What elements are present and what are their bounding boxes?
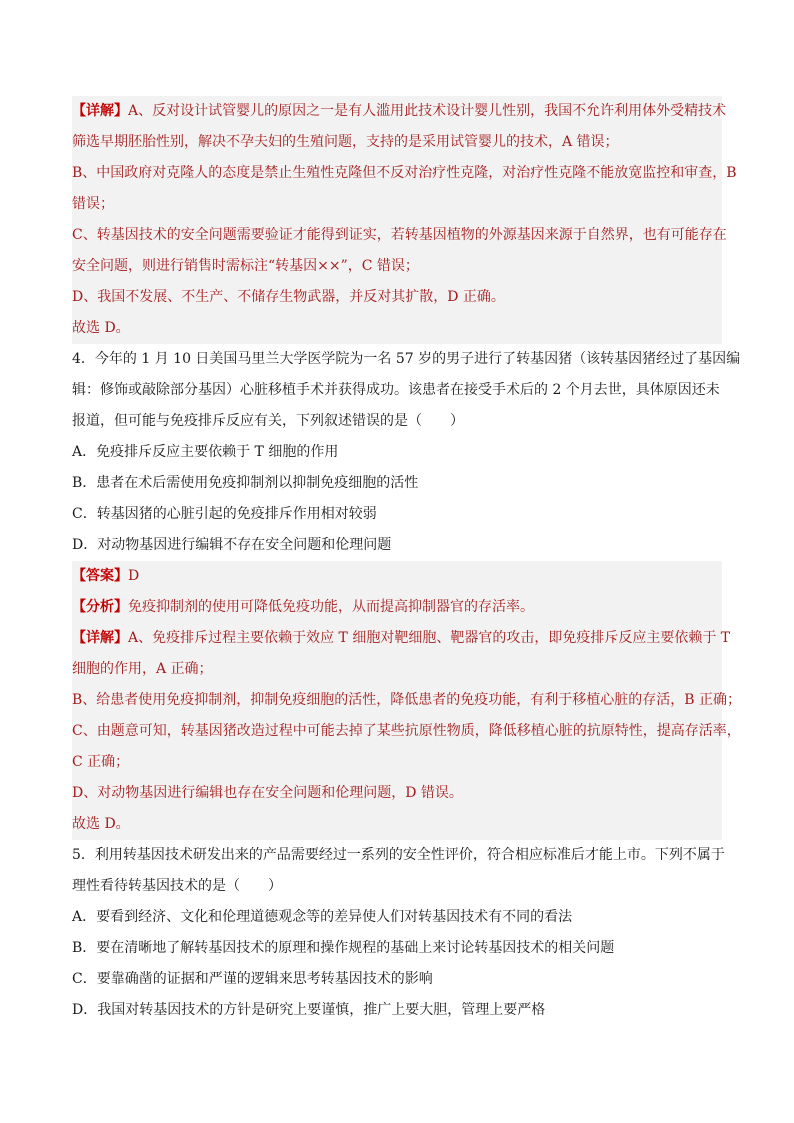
explanation-line: B、中国政府对克隆人的态度是禁止生殖性克隆但不反对治疗性克隆，对治疗性克隆不能放宽监控和审查，B <box>72 165 737 181</box>
explanation-line: 错误； <box>72 196 114 212</box>
option-d: D．我国对转基因技术的方针是研究上要谨慎，推广上要大胆，管理上要严格 <box>72 1002 546 1018</box>
explanation-line: D、对动物基因进行编辑也存在安全问题和伦理问题，D 错误。 <box>72 785 463 801</box>
section-tag: 【详解】 <box>72 630 128 646</box>
explanation-line: 故选 D。 <box>72 320 130 336</box>
analysis-line: 【分析】免疫抑制剂的使用可降低免疫功能，从而提高抑制器官的存活率。 <box>72 599 534 615</box>
explanation-line: 安全问题，则进行销售时需标注“转基因××”，C 错误； <box>72 258 419 274</box>
section-tag: 【分析】 <box>72 599 128 615</box>
explanation-block-q4 <box>72 561 742 840</box>
option-b: B．要在清晰地了解转基因技术的原理和操作规程的基础上来讨论转基因技术的相关问题 <box>72 940 615 956</box>
question-stem: 4．今年的 1 月 10 日美国马里兰大学医学院为一名 57 岁的男子进行了转基因猪（该转基因猪经过了基因编 <box>72 351 741 367</box>
question-stem: 理性看待转基因技术的是（ ） <box>72 878 282 894</box>
explanation-line: 【详解】A、免疫排斥过程主要依赖于效应 T 细胞对靶细胞、靶器官的攻击，即免疫排斥反应主要依赖于 T <box>72 630 731 646</box>
document-page <box>72 96 742 1026</box>
explanation-line: 筛选早期胚胎性别，解决不孕夫妇的生殖问题，支持的是采用试管婴儿的技术，A 错误； <box>72 134 619 150</box>
question-stem: 辑：修饰或敲除部分基因）心脏移植手术并获得成功。该患者在接受手术后的 2 个月去世，具体原因还未 <box>72 382 720 398</box>
option-d: D．对动物基因进行编辑不存在安全问题和伦理问题 <box>72 537 392 553</box>
explanation-line: C、由题意可知，转基因猪改造过程中可能去掉了某些抗原性物质，降低移植心脏的抗原特性，提高存活率， <box>72 723 741 739</box>
option-a: A．要看到经济、文化和伦理道德观念等的差异使人们对转基因技术有不同的看法 <box>72 909 573 925</box>
option-c: C．转基因猪的心脏引起的免疫排斥作用相对较弱 <box>72 506 377 522</box>
option-b: B．患者在术后需使用免疫抑制剂以抑制免疫细胞的活性 <box>72 475 419 491</box>
explanation-line: D、我国不发展、不生产、不储存生物武器，并反对其扩散，D 正确。 <box>72 289 505 305</box>
explanation-line: B、给患者使用免疫抑制剂，抑制免疫细胞的活性，降低患者的免疫功能，有利于移植心脏的存活，B 正确； <box>72 692 742 708</box>
question-4 <box>72 344 741 561</box>
section-tag: 【答案】 <box>72 568 128 584</box>
question-stem: 报道，但可能与免疫排斥反应有关，下列叙述错误的是（ ） <box>72 413 464 429</box>
section-tag: 【详解】 <box>72 103 128 119</box>
explanation-line: C 正确； <box>72 754 130 770</box>
explanation-line: C、转基因技术的安全问题需要验证才能得到证实，若转基因植物的外源基因来源于自然界，也有可能存在 <box>72 227 727 243</box>
option-c: C．要靠确凿的证据和严谨的逻辑来思考转基因技术的影响 <box>72 971 433 987</box>
explanation-line: 【详解】A、反对设计试管婴儿的原因之一是有人滥用此技术设计婴儿性别，我国不允许利用体外受精技术 <box>72 103 727 119</box>
question-5 <box>72 840 725 1026</box>
answer-line: 【答案】D <box>72 568 140 584</box>
option-a: A．免疫排斥反应主要依赖于 T 细胞的作用 <box>72 444 339 460</box>
question-stem: 5．利用转基因技术研发出来的产品需要经过一系列的安全性评价，符合相应标准后才能上市。下列不属于 <box>72 847 725 863</box>
explanation-block-q3 <box>72 96 737 344</box>
explanation-line: 细胞的作用，A 正确； <box>72 661 213 677</box>
explanation-line: 故选 D。 <box>72 816 130 832</box>
